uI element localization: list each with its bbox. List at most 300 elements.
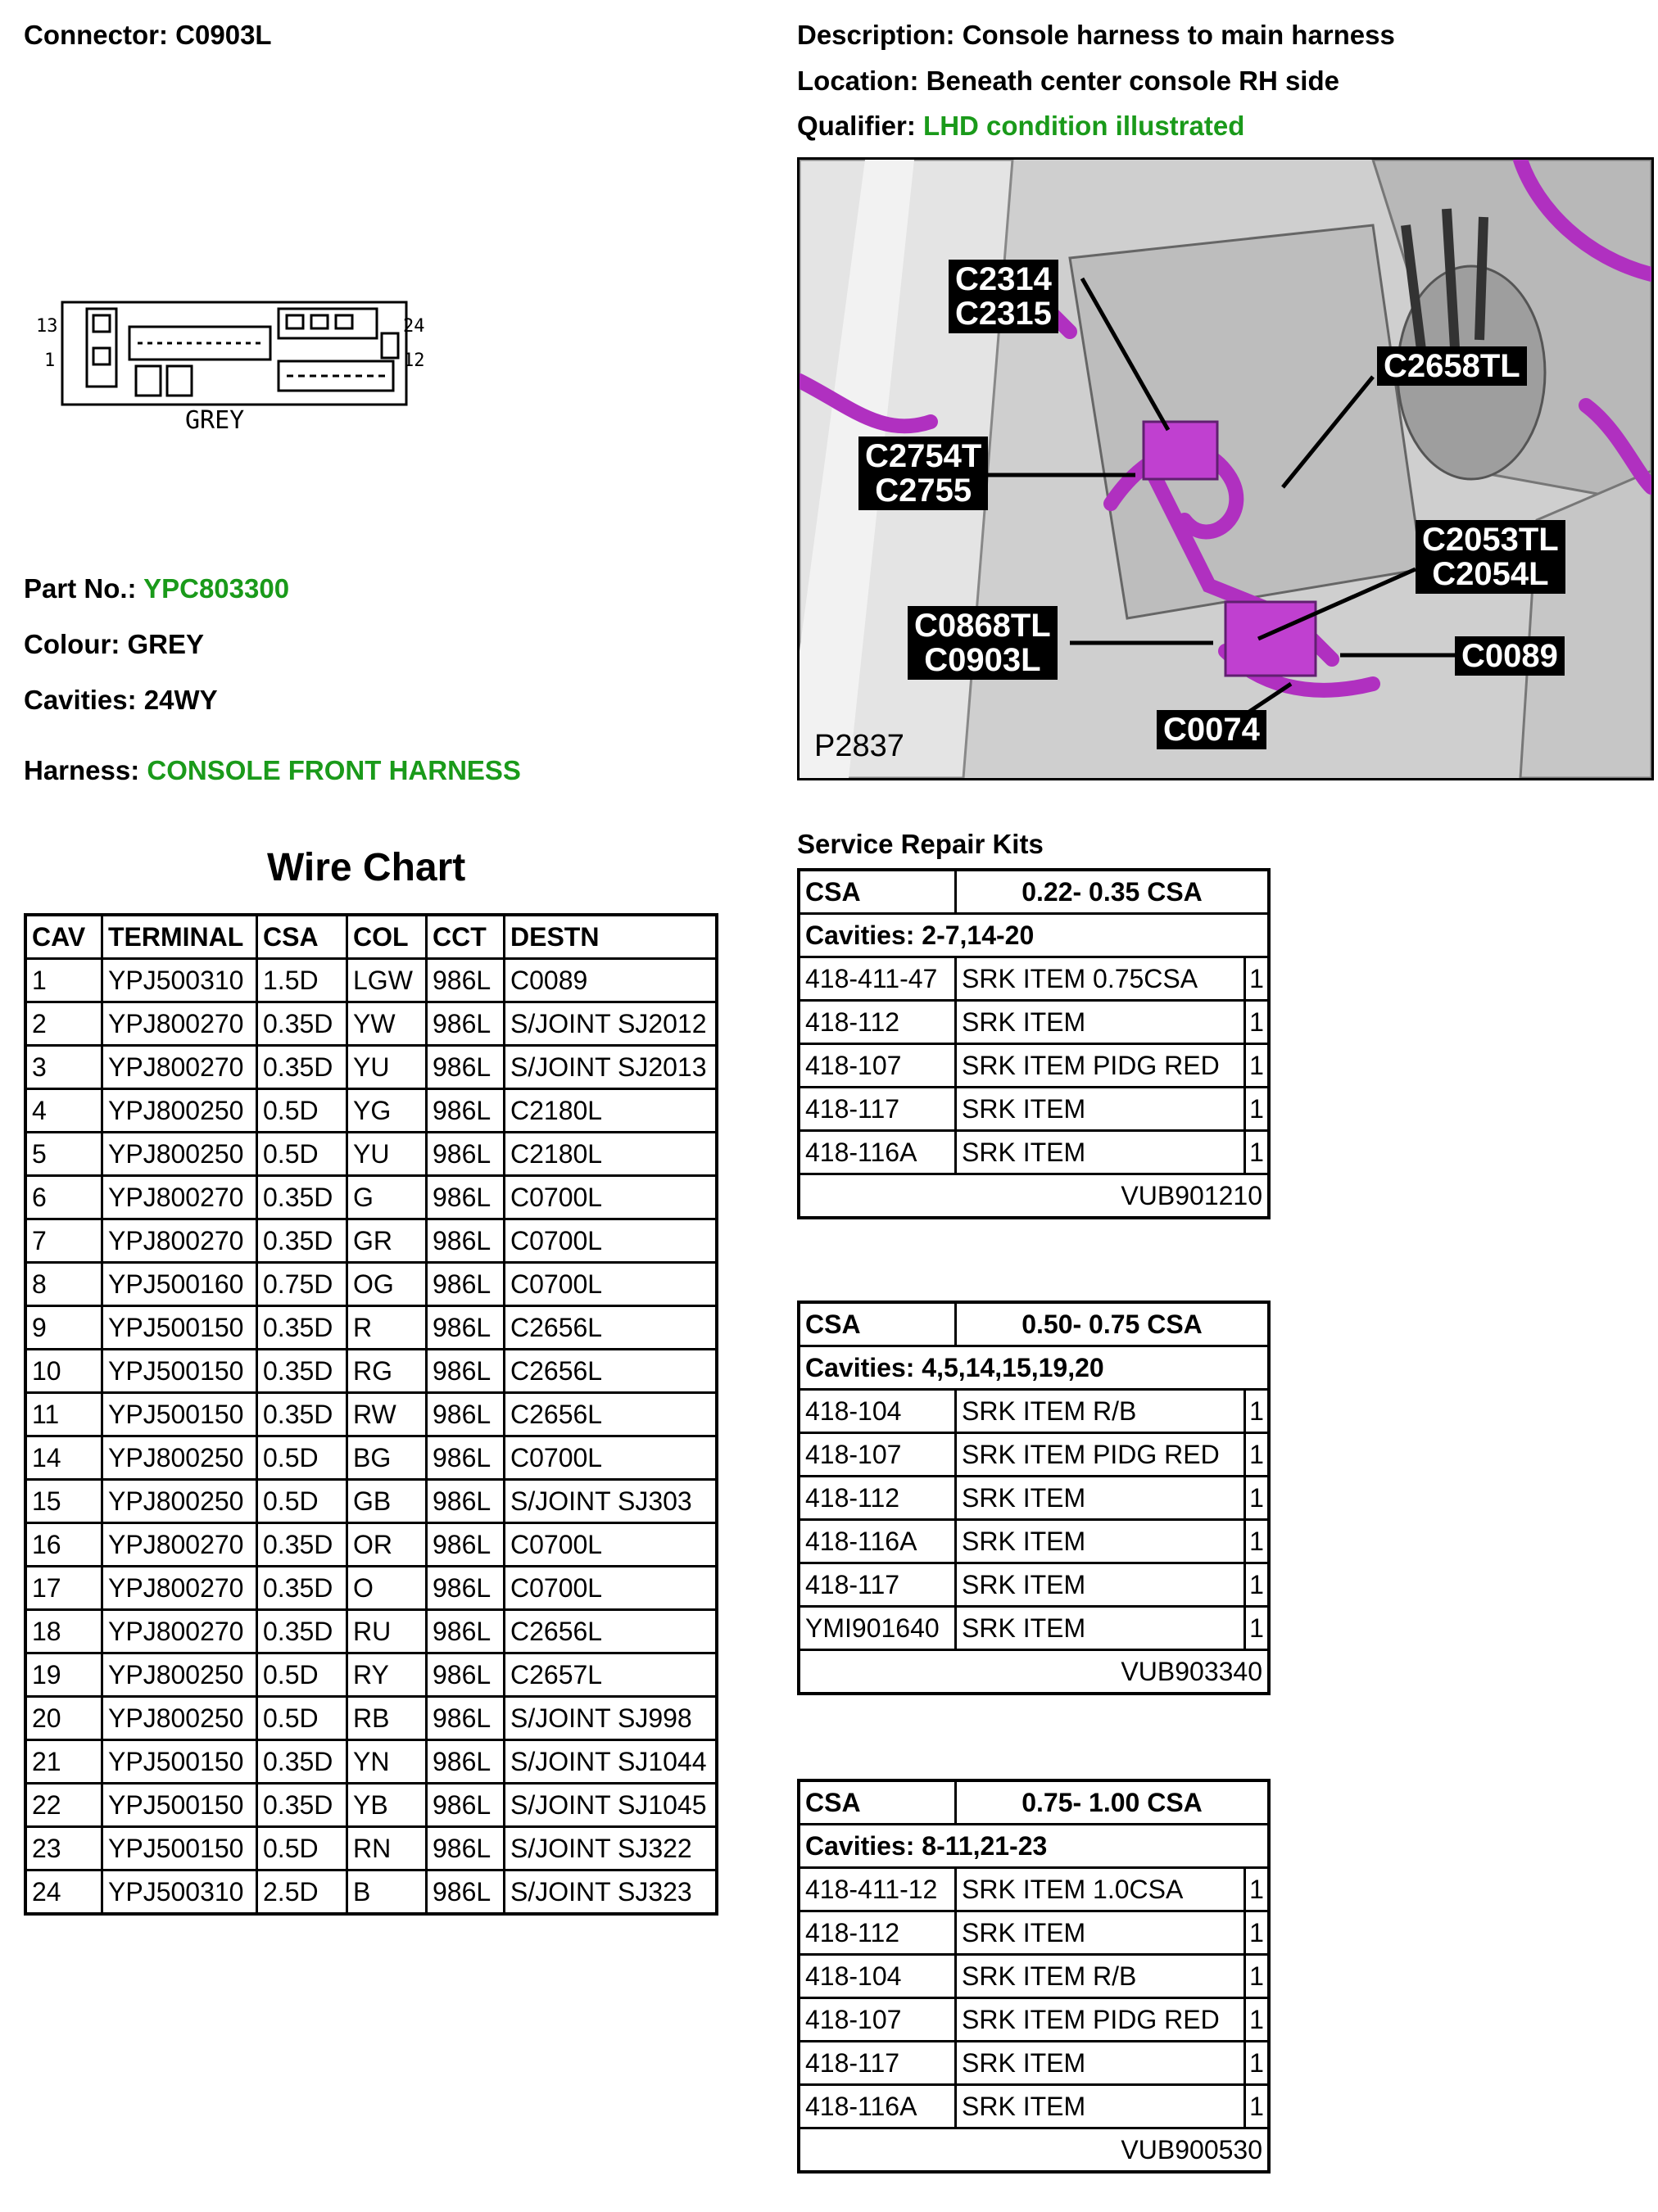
cell-destn: C0700L — [505, 1436, 718, 1480]
cell-col: OR — [347, 1523, 427, 1567]
callout-c2314-c2315 — [949, 260, 1058, 333]
wire-chart-header-row — [25, 915, 717, 959]
table-row — [25, 1002, 717, 1046]
kit-number-row — [799, 1650, 1269, 1694]
cell-cav: 9 — [25, 1306, 102, 1350]
cell-destn: S/JOINT SJ998 — [505, 1697, 718, 1740]
kit-item-description: SRK ITEM — [956, 2085, 1245, 2128]
colour-label: Colour: — [24, 629, 120, 659]
cell-cav: 8 — [25, 1263, 102, 1306]
cell-cct: 986L — [427, 1653, 505, 1697]
cell-destn: C0700L — [505, 1219, 718, 1263]
cell-col: LGW — [347, 959, 427, 1002]
cell-cct: 986L — [427, 1480, 505, 1523]
cell-csa: 0.75D — [257, 1263, 347, 1306]
cell-destn: C2656L — [505, 1306, 718, 1350]
cell-terminal: YPJ800250 — [102, 1653, 257, 1697]
kit-item-description: SRK ITEM — [956, 1477, 1245, 1520]
table-row — [25, 1219, 717, 1263]
kit-item-qty: 1 — [1245, 1998, 1270, 2042]
cell-cct: 986L — [427, 1306, 505, 1350]
column-header-csa: CSA — [257, 915, 347, 959]
table-row — [25, 1133, 717, 1176]
kit-item-qty: 1 — [1245, 1131, 1270, 1174]
location-value: Beneath center console RH side — [926, 66, 1339, 96]
wire-chart-title: Wire Chart — [267, 846, 466, 889]
cell-destn: C2656L — [505, 1610, 718, 1653]
cell-terminal: YPJ800250 — [102, 1697, 257, 1740]
cell-col: RY — [347, 1653, 427, 1697]
callout-text: C2053TL — [1422, 522, 1559, 558]
cell-terminal: YPJ800250 — [102, 1436, 257, 1480]
kit-item-description: SRK ITEM — [956, 2042, 1245, 2085]
cell-csa: 0.35D — [257, 1567, 347, 1610]
kit-item-row — [799, 1390, 1269, 1433]
connector-face-diagram — [33, 291, 434, 434]
kit-item-part-no: 418-107 — [799, 1998, 956, 2042]
cell-terminal: YPJ800270 — [102, 1523, 257, 1567]
location-photo — [797, 157, 1654, 780]
cell-col: BG — [347, 1436, 427, 1480]
description-value: Console harness to main harness — [962, 20, 1395, 50]
kit-item-description: SRK ITEM 0.75CSA — [956, 957, 1245, 1001]
kit-item-qty: 1 — [1245, 957, 1270, 1001]
cell-terminal: YPJ800270 — [102, 1176, 257, 1219]
cell-cct: 986L — [427, 1523, 505, 1567]
cell-col: RW — [347, 1393, 427, 1436]
kit-csa-range: 0.75- 1.00 CSA — [956, 1780, 1270, 1825]
kit-item-row — [799, 1131, 1269, 1174]
figure-id-label: P2837 — [814, 729, 904, 763]
description-line — [797, 20, 1395, 51]
cell-csa: 0.5D — [257, 1827, 347, 1870]
kit-cavities: Cavities: 4,5,14,15,19,20 — [799, 1346, 1269, 1390]
pin-1-label: 1 — [44, 351, 56, 371]
column-header-col: COL — [347, 915, 427, 959]
table-row — [25, 1176, 717, 1219]
cell-destn: S/JOINT SJ2012 — [505, 1002, 718, 1046]
cell-cav: 23 — [25, 1827, 102, 1870]
kit-item-qty: 1 — [1245, 1955, 1270, 1998]
cell-cav: 1 — [25, 959, 102, 1002]
cell-col: YW — [347, 1002, 427, 1046]
kit-item-description: SRK ITEM — [956, 1088, 1245, 1131]
connector-color-label: GREY — [185, 406, 245, 434]
table-row — [25, 1436, 717, 1480]
cell-cct: 986L — [427, 1393, 505, 1436]
kit-csa-row — [799, 1302, 1269, 1346]
column-header-cav: CAV — [25, 915, 102, 959]
callout-text: C2315 — [955, 296, 1052, 332]
kit-item-description: SRK ITEM — [956, 1131, 1245, 1174]
cell-terminal: YPJ500310 — [102, 1870, 257, 1915]
cell-destn: S/JOINT SJ2013 — [505, 1046, 718, 1089]
cell-cct: 986L — [427, 1784, 505, 1827]
cell-terminal: YPJ800270 — [102, 1046, 257, 1089]
callout-c2053tl-c2054l — [1416, 520, 1565, 594]
cell-csa: 0.5D — [257, 1697, 347, 1740]
cell-col: RU — [347, 1610, 427, 1653]
table-row — [25, 1740, 717, 1784]
cell-csa: 0.35D — [257, 1046, 347, 1089]
kit-item-part-no: 418-411-47 — [799, 957, 956, 1001]
repair-kit-table — [797, 1779, 1271, 2174]
cell-cct: 986L — [427, 1176, 505, 1219]
cell-col: R — [347, 1306, 427, 1350]
kit-item-part-no: 418-116A — [799, 1131, 956, 1174]
kit-item-qty: 1 — [1245, 1088, 1270, 1131]
cell-terminal: YPJ500150 — [102, 1784, 257, 1827]
cell-csa: 1.5D — [257, 959, 347, 1002]
cell-cct: 986L — [427, 1610, 505, 1653]
table-row — [25, 1350, 717, 1393]
cell-cav: 4 — [25, 1089, 102, 1133]
cell-terminal: YPJ800250 — [102, 1089, 257, 1133]
connector-face-drawing — [33, 291, 434, 434]
cell-cct: 986L — [427, 1133, 505, 1176]
kit-csa-row — [799, 870, 1269, 914]
kit-item-description: SRK ITEM R/B — [956, 1390, 1245, 1433]
repair-kit-table — [797, 1301, 1271, 1695]
location-line — [797, 66, 1339, 97]
kit-item-description: SRK ITEM — [956, 1607, 1245, 1650]
cell-destn: S/JOINT SJ1045 — [505, 1784, 718, 1827]
kit-item-part-no: 418-411-12 — [799, 1868, 956, 1911]
cell-cct: 986L — [427, 1697, 505, 1740]
cell-destn: S/JOINT SJ323 — [505, 1870, 718, 1915]
column-header-cct: CCT — [427, 915, 505, 959]
kit-item-part-no: 418-117 — [799, 2042, 956, 2085]
cell-cav: 3 — [25, 1046, 102, 1089]
kit-item-row — [799, 1001, 1269, 1044]
part-no-line — [24, 573, 289, 604]
cell-destn: C0700L — [505, 1263, 718, 1306]
callout-text: C0903L — [924, 642, 1041, 678]
cell-csa: 0.35D — [257, 1350, 347, 1393]
cavities-line — [24, 685, 218, 716]
harness-value: CONSOLE FRONT HARNESS — [147, 755, 521, 785]
cell-destn: S/JOINT SJ1044 — [505, 1740, 718, 1784]
kit-number-row — [799, 1174, 1269, 1219]
cell-cct: 986L — [427, 1827, 505, 1870]
kit-item-qty: 1 — [1245, 1001, 1270, 1044]
cell-cct: 986L — [427, 1436, 505, 1480]
column-header-terminal: TERMINAL — [102, 915, 257, 959]
table-row — [25, 1784, 717, 1827]
cell-cav: 7 — [25, 1219, 102, 1263]
kit-number-row — [799, 2128, 1269, 2173]
kit-item-description: SRK ITEM — [956, 1563, 1245, 1607]
table-row — [25, 1306, 717, 1350]
cell-col: YU — [347, 1133, 427, 1176]
cell-col: RG — [347, 1350, 427, 1393]
qualifier-label: Qualifier: — [797, 111, 916, 141]
table-row — [25, 959, 717, 1002]
cell-cct: 986L — [427, 959, 505, 1002]
cell-terminal: YPJ500150 — [102, 1306, 257, 1350]
cell-cct: 986L — [427, 1089, 505, 1133]
cell-terminal: YPJ500310 — [102, 959, 257, 1002]
kit-item-row — [799, 1911, 1269, 1955]
cell-cct: 986L — [427, 1046, 505, 1089]
kit-csa-range: 0.50- 0.75 CSA — [956, 1302, 1270, 1346]
kit-item-row — [799, 1868, 1269, 1911]
cell-col: B — [347, 1870, 427, 1915]
kit-item-part-no: 418-112 — [799, 1911, 956, 1955]
kit-item-part-no: 418-116A — [799, 1520, 956, 1563]
cell-terminal: YPJ800270 — [102, 1610, 257, 1653]
part-no-label: Part No.: — [24, 573, 137, 604]
cell-col: GB — [347, 1480, 427, 1523]
location-label: Location: — [797, 66, 919, 96]
service-repair-kits-title: Service Repair Kits — [797, 829, 1044, 859]
cell-cct: 986L — [427, 1740, 505, 1784]
kit-item-description: SRK ITEM R/B — [956, 1955, 1245, 1998]
pin-24-label: 24 — [403, 316, 425, 337]
harness-label: Harness: — [24, 755, 140, 785]
table-row — [25, 1046, 717, 1089]
column-header-destn: DESTN — [505, 915, 718, 959]
colour-line — [24, 629, 204, 660]
kit-number: VUB900530 — [799, 2128, 1269, 2173]
kit-item-qty: 1 — [1245, 1607, 1270, 1650]
cell-cct: 986L — [427, 1263, 505, 1306]
table-row — [25, 1870, 717, 1915]
cell-csa: 0.35D — [257, 1523, 347, 1567]
table-row — [25, 1610, 717, 1653]
cell-terminal: YPJ800270 — [102, 1219, 257, 1263]
cell-csa: 0.35D — [257, 1002, 347, 1046]
wire-chart-table — [24, 913, 718, 1916]
kit-item-description: SRK ITEM — [956, 1520, 1245, 1563]
kit-cavities-row — [799, 914, 1269, 957]
cell-destn: C2180L — [505, 1133, 718, 1176]
kit-item-description: SRK ITEM PIDG RED — [956, 1998, 1245, 2042]
callout-text: C2755 — [875, 473, 972, 509]
cell-cct: 986L — [427, 1567, 505, 1610]
kit-item-qty: 1 — [1245, 1520, 1270, 1563]
table-row — [25, 1089, 717, 1133]
cell-col: RB — [347, 1697, 427, 1740]
kit-item-row — [799, 1044, 1269, 1088]
callout-text: C2314 — [955, 261, 1052, 297]
cell-terminal: YPJ500150 — [102, 1740, 257, 1784]
kit-item-description: SRK ITEM — [956, 1911, 1245, 1955]
kit-item-qty: 1 — [1245, 1390, 1270, 1433]
kit-item-part-no: 418-107 — [799, 1433, 956, 1477]
cell-cav: 24 — [25, 1870, 102, 1915]
cell-destn: C0700L — [505, 1567, 718, 1610]
kit-item-row — [799, 1563, 1269, 1607]
table-row — [25, 1827, 717, 1870]
cell-col: YB — [347, 1784, 427, 1827]
description-label: Description: — [797, 20, 955, 50]
callout-c0089: C0089 — [1455, 636, 1565, 676]
cell-csa: 0.5D — [257, 1436, 347, 1480]
cell-terminal: YPJ800250 — [102, 1480, 257, 1523]
kit-item-row — [799, 1607, 1269, 1650]
connector-value: C0903L — [175, 20, 272, 50]
cell-cav: 17 — [25, 1567, 102, 1610]
table-row — [25, 1697, 717, 1740]
callout-c0074: C0074 — [1157, 710, 1266, 749]
part-no-value: YPC803300 — [143, 573, 290, 604]
cell-cav: 18 — [25, 1610, 102, 1653]
kit-item-row — [799, 1477, 1269, 1520]
cell-cav: 19 — [25, 1653, 102, 1697]
colour-value: GREY — [127, 629, 205, 659]
cell-csa: 0.5D — [257, 1133, 347, 1176]
cell-cav: 10 — [25, 1350, 102, 1393]
cell-terminal: YPJ500150 — [102, 1350, 257, 1393]
kit-item-description: SRK ITEM — [956, 1001, 1245, 1044]
cell-csa: 0.35D — [257, 1176, 347, 1219]
cavities-value: 24WY — [143, 685, 218, 715]
wire-chart-body — [25, 959, 717, 1915]
cell-col: YU — [347, 1046, 427, 1089]
cell-destn: C2180L — [505, 1089, 718, 1133]
pin-13-label: 13 — [36, 316, 58, 337]
repair-kit-table — [797, 868, 1271, 1219]
cell-cav: 11 — [25, 1393, 102, 1436]
kit-number: VUB903340 — [799, 1650, 1269, 1694]
cell-terminal: YPJ500160 — [102, 1263, 257, 1306]
cell-col: YN — [347, 1740, 427, 1784]
callout-c0868tl-c0903l — [908, 606, 1058, 680]
cell-destn: C0700L — [505, 1523, 718, 1567]
cell-terminal: YPJ500150 — [102, 1827, 257, 1870]
kit-item-part-no: 418-116A — [799, 2085, 956, 2128]
kit-item-description: SRK ITEM PIDG RED — [956, 1433, 1245, 1477]
cell-csa: 0.5D — [257, 1480, 347, 1523]
cell-cav: 16 — [25, 1523, 102, 1567]
cell-cav: 22 — [25, 1784, 102, 1827]
kit-item-qty: 1 — [1245, 2085, 1270, 2128]
cell-terminal: YPJ800270 — [102, 1002, 257, 1046]
cell-csa: 2.5D — [257, 1870, 347, 1915]
kit-item-part-no: YMI901640 — [799, 1607, 956, 1650]
cell-csa: 0.35D — [257, 1784, 347, 1827]
kit-csa-range: 0.22- 0.35 CSA — [956, 870, 1270, 914]
cell-destn: S/JOINT SJ303 — [505, 1480, 718, 1523]
harness-line — [24, 755, 521, 786]
cell-destn: C2656L — [505, 1393, 718, 1436]
cell-cct: 986L — [427, 1350, 505, 1393]
kit-cavities-row — [799, 1825, 1269, 1868]
table-row — [25, 1653, 717, 1697]
cell-cct: 986L — [427, 1002, 505, 1046]
cavities-label: Cavities: — [24, 685, 137, 715]
table-row — [25, 1523, 717, 1567]
cell-destn: C0089 — [505, 959, 718, 1002]
callout-text: C2754T — [865, 438, 982, 474]
cell-cct: 986L — [427, 1219, 505, 1263]
kit-item-row — [799, 2085, 1269, 2128]
callout-c2754t-c2755 — [858, 437, 988, 510]
cell-col: GR — [347, 1219, 427, 1263]
cell-terminal: YPJ800250 — [102, 1133, 257, 1176]
kit-item-description: SRK ITEM 1.0CSA — [956, 1868, 1245, 1911]
cell-cav: 14 — [25, 1436, 102, 1480]
callout-text: C2054L — [1432, 556, 1549, 592]
cell-csa: 0.5D — [257, 1089, 347, 1133]
kit-item-qty: 1 — [1245, 1563, 1270, 1607]
kit-item-row — [799, 1433, 1269, 1477]
cell-cav: 21 — [25, 1740, 102, 1784]
kit-cavities: Cavities: 8-11,21-23 — [799, 1825, 1269, 1868]
kit-item-part-no: 418-107 — [799, 1044, 956, 1088]
kit-item-row — [799, 2042, 1269, 2085]
connector-label: Connector: — [24, 20, 168, 50]
callout-c2658tl: C2658TL — [1377, 346, 1527, 386]
kit-item-part-no: 418-104 — [799, 1390, 956, 1433]
cell-csa: 0.5D — [257, 1653, 347, 1697]
kit-item-part-no: 418-104 — [799, 1955, 956, 1998]
cell-col: YG — [347, 1089, 427, 1133]
kit-item-qty: 1 — [1245, 2042, 1270, 2085]
cell-col: OG — [347, 1263, 427, 1306]
kit-csa-label: CSA — [799, 1780, 956, 1825]
cell-destn: C0700L — [505, 1176, 718, 1219]
cell-destn: S/JOINT SJ322 — [505, 1827, 718, 1870]
cell-csa: 0.35D — [257, 1306, 347, 1350]
cell-csa: 0.35D — [257, 1219, 347, 1263]
cell-col: RN — [347, 1827, 427, 1870]
kit-cavities-row — [799, 1346, 1269, 1390]
kit-item-qty: 1 — [1245, 1477, 1270, 1520]
kit-item-row — [799, 1088, 1269, 1131]
cell-terminal: YPJ500150 — [102, 1393, 257, 1436]
kit-item-row — [799, 1998, 1269, 2042]
callout-text: C0868TL — [914, 608, 1051, 644]
table-row — [25, 1393, 717, 1436]
cell-destn: C2656L — [505, 1350, 718, 1393]
kit-item-part-no: 418-117 — [799, 1563, 956, 1607]
cell-cav: 2 — [25, 1002, 102, 1046]
cell-terminal: YPJ800270 — [102, 1567, 257, 1610]
kit-item-description: SRK ITEM PIDG RED — [956, 1044, 1245, 1088]
cell-csa: 0.35D — [257, 1740, 347, 1784]
cell-csa: 0.35D — [257, 1610, 347, 1653]
kit-csa-label: CSA — [799, 1302, 956, 1346]
pin-12-label: 12 — [403, 351, 425, 371]
kit-item-row — [799, 1955, 1269, 1998]
connector-line — [24, 20, 272, 51]
kit-cavities: Cavities: 2-7,14-20 — [799, 914, 1269, 957]
cell-cav: 5 — [25, 1133, 102, 1176]
kit-number: VUB901210 — [799, 1174, 1269, 1219]
kit-item-qty: 1 — [1245, 1433, 1270, 1477]
kit-item-qty: 1 — [1245, 1044, 1270, 1088]
table-row — [25, 1263, 717, 1306]
cell-cct: 986L — [427, 1870, 505, 1915]
table-row — [25, 1480, 717, 1523]
table-row — [25, 1567, 717, 1610]
cell-cav: 6 — [25, 1176, 102, 1219]
cell-csa: 0.35D — [257, 1393, 347, 1436]
kit-csa-row — [799, 1780, 1269, 1825]
cell-cav: 15 — [25, 1480, 102, 1523]
kit-csa-label: CSA — [799, 870, 956, 914]
kit-item-part-no: 418-112 — [799, 1477, 956, 1520]
kit-item-qty: 1 — [1245, 1868, 1270, 1911]
cell-col: O — [347, 1567, 427, 1610]
cell-col: G — [347, 1176, 427, 1219]
cell-cav: 20 — [25, 1697, 102, 1740]
qualifier-line — [797, 111, 1244, 142]
kit-item-row — [799, 957, 1269, 1001]
qualifier-value: LHD condition illustrated — [923, 111, 1245, 141]
